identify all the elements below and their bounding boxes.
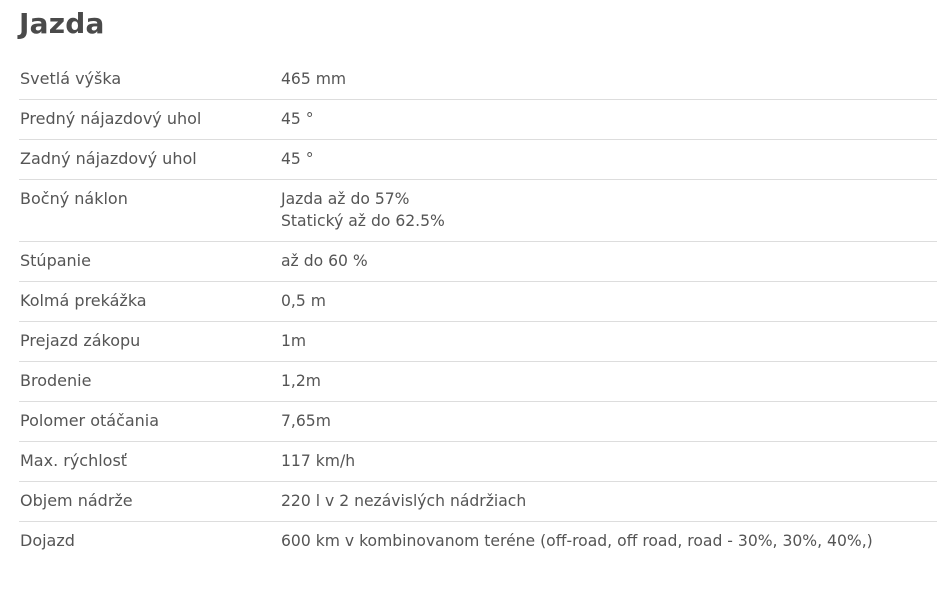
row-value-line: 1,2m (281, 372, 321, 390)
row-value (281, 522, 937, 562)
table-row (19, 60, 937, 100)
row-value-line: Statický až do 62.5% (281, 212, 445, 230)
section-title: Jazda (19, 7, 105, 40)
table-row (19, 442, 937, 482)
row-label: Stúpanie (19, 242, 281, 282)
row-value-line: 600 km v kombinovanom teréne (off-road, off road, road - 30%, 30%, 40%,) (281, 532, 873, 550)
row-value (281, 140, 937, 180)
table-row (19, 402, 937, 442)
row-label: Dojazd (20, 531, 75, 550)
row-value-line: 465 mm (281, 70, 347, 88)
row-value-line: 45 ° (281, 150, 314, 168)
row-value-line: 7,65m (281, 412, 331, 430)
row-value (281, 482, 937, 522)
table-row (19, 180, 937, 242)
row-label: Bočný náklon (19, 180, 281, 242)
row-label: Objem nádrže (19, 482, 281, 522)
row-value (281, 442, 937, 482)
row-value-line: 1m (281, 332, 307, 350)
row-label: Max. rýchlosť (19, 442, 281, 482)
row-value-line: 117 km/h (281, 452, 356, 470)
row-value (281, 242, 937, 282)
row-value (281, 402, 937, 442)
row-label: Kolmá prekážka (19, 282, 281, 322)
row-label: Zadný nájazdový uhol (19, 140, 281, 180)
row-value-line: 45 ° (281, 110, 314, 128)
specs-table (19, 60, 937, 561)
row-value-line: 0,5 m (281, 292, 326, 310)
table-row (19, 322, 937, 362)
row-value (281, 60, 937, 100)
table-row (19, 242, 937, 282)
row-value (281, 322, 937, 362)
row-label: Predný nájazdový uhol (19, 100, 281, 140)
row-value-line: Jazda až do 57% (281, 190, 410, 208)
row-value (281, 362, 937, 402)
row-value (281, 180, 937, 242)
table-row (19, 100, 937, 140)
row-label: Brodenie (19, 362, 281, 402)
table-row (19, 282, 937, 322)
row-value (281, 100, 937, 140)
table-row (19, 140, 937, 180)
row-value-line: až do 60 % (281, 252, 368, 270)
row-value (281, 282, 937, 322)
row-label: Svetlá výška (19, 60, 281, 100)
row-label: Polomer otáčania (19, 402, 281, 442)
row-value-line: 220 l v 2 nezávislých nádržiach (281, 492, 527, 510)
table-row (19, 362, 937, 402)
table-row (19, 522, 937, 562)
table-row (19, 482, 937, 522)
row-label: Prejazd zákopu (19, 322, 281, 362)
